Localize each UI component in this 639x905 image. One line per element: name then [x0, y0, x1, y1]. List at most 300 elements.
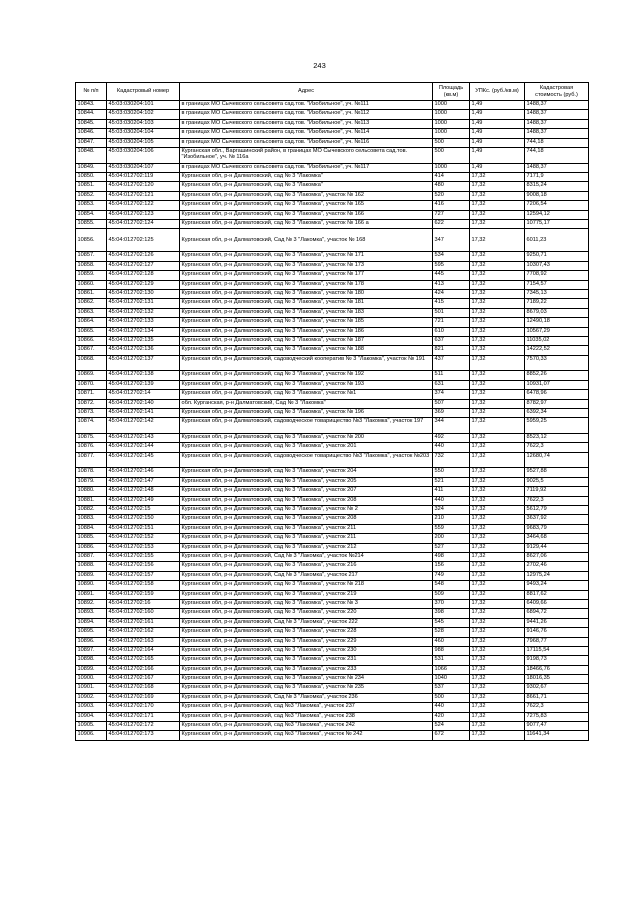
table-row: [76, 552, 589, 561]
cadastral-number-cell: 45:04:012702:170: [107, 703, 180, 712]
cadastral-number-cell: 45:04:012702:123: [107, 210, 180, 219]
cadastral-value-cell: 5612,79: [525, 506, 589, 515]
row-number-cell: 10878.: [76, 468, 107, 477]
cadastral-number-cell: 45:04:012702:150: [107, 515, 180, 524]
upks-cell: 17,32: [470, 590, 525, 599]
row-number-cell: 10855.: [76, 219, 107, 228]
cadastral-value-cell: 8315,24: [525, 182, 589, 191]
cadastral-number-cell: 45:03:030204:105: [107, 138, 180, 147]
cadastral-value-cell: 17115,54: [525, 646, 589, 655]
cadastral-number-cell: 45:04:012702:15: [107, 506, 180, 515]
cadastral-number-cell: 45:04:012702:140: [107, 399, 180, 408]
address-cell: Курганская обл, р-н Далматовский, сад № 3 "Лакомка", участок 205: [180, 477, 433, 486]
area-cell: 415: [433, 299, 470, 308]
upks-cell: 17,32: [470, 229, 525, 252]
row-number-cell: 10905.: [76, 722, 107, 731]
table-row: [76, 693, 589, 702]
cadastral-number-cell: 45:04:012702:159: [107, 590, 180, 599]
cadastral-number-cell: 45:04:012702:160: [107, 609, 180, 618]
row-number-cell: 10885.: [76, 534, 107, 543]
cadastral-number-cell: 45:04:012702:151: [107, 524, 180, 533]
table-row: [76, 219, 589, 228]
table-row: [76, 408, 589, 417]
cadastral-number-cell: 45:04:012702:139: [107, 380, 180, 389]
upks-cell: 17,32: [470, 609, 525, 618]
area-cell: 156: [433, 562, 470, 571]
upks-cell: 17,32: [470, 408, 525, 417]
row-number-cell: 10849.: [76, 163, 107, 172]
cadastral-value-cell: 7345,13: [525, 289, 589, 298]
row-number-cell: 10900.: [76, 675, 107, 684]
table-row: [76, 182, 589, 191]
upks-cell: 17,32: [470, 524, 525, 533]
upks-cell: 17,32: [470, 318, 525, 327]
upks-cell: 17,32: [470, 418, 525, 434]
row-number-cell: 10865.: [76, 327, 107, 336]
area-cell: 727: [433, 210, 470, 219]
table-row: [76, 609, 589, 618]
area-cell: 1000: [433, 119, 470, 128]
address-cell: Курганская обл, р-н Далматовский, сад № 3 "Лакомка", участок 207: [180, 487, 433, 496]
cadastral-value-cell: 9129,44: [525, 543, 589, 552]
table-row: [76, 355, 589, 371]
cadastral-value-cell: 10307,43: [525, 261, 589, 270]
upks-cell: 17,32: [470, 618, 525, 627]
cadastral-value-cell: 3464,68: [525, 534, 589, 543]
row-number-cell: 10871.: [76, 390, 107, 399]
header-area: Площадь (кв.м): [433, 83, 470, 101]
area-cell: 344: [433, 418, 470, 434]
area-cell: 511: [433, 371, 470, 380]
table-row: [76, 703, 589, 712]
page-number: 243: [313, 61, 326, 70]
cadastral-value-cell: 9250,71: [525, 252, 589, 261]
header-cadastral-number: Кадастровый номер: [107, 83, 180, 101]
upks-cell: 17,32: [470, 327, 525, 336]
cadastral-number-cell: 45:04:012702:156: [107, 562, 180, 571]
row-number-cell: 10864.: [76, 318, 107, 327]
row-number-cell: 10888.: [76, 562, 107, 571]
cadastral-value-cell: 5959,25: [525, 418, 589, 434]
header-number: № п/п: [76, 83, 107, 101]
row-number-cell: 10898.: [76, 656, 107, 665]
cadastral-value-cell: 1488,37: [525, 163, 589, 172]
row-number-cell: 10894.: [76, 618, 107, 627]
area-cell: 440: [433, 496, 470, 505]
address-cell: Курганская обл, р-н Далматовский, сад № 3 "Лакомка", участок № 196: [180, 408, 433, 417]
upks-cell: 17,32: [470, 299, 525, 308]
cadastral-value-cell: 7968,77: [525, 637, 589, 646]
upks-cell: 17,32: [470, 443, 525, 452]
cadastral-value-cell: 18016,35: [525, 675, 589, 684]
address-cell: Курганская обл, р-н Далматовский, сад № 3 "Лакомка", участок 212: [180, 543, 433, 552]
table-row: [76, 665, 589, 674]
cadastral-value-cell: 12490,18: [525, 318, 589, 327]
address-cell: Курганская обл, р-н Далматовский, сад № 3 "Лакомка", участок 204: [180, 468, 433, 477]
area-cell: 1066: [433, 665, 470, 674]
upks-cell: 17,32: [470, 380, 525, 389]
address-cell: Курганская обл, р-н Далматовский, сад № 3 "Лакомка", участок № 162: [180, 191, 433, 200]
cadastral-value-cell: 1488,37: [525, 110, 589, 119]
area-cell: 527: [433, 543, 470, 552]
upks-cell: 17,32: [470, 637, 525, 646]
table-row: [76, 477, 589, 486]
cadastral-number-cell: 45:04:012702:138: [107, 371, 180, 380]
upks-cell: 17,32: [470, 201, 525, 210]
address-cell: Курганская обл, р-н Далматовский, сад № 3 "Лакомка", участок 220: [180, 609, 433, 618]
cadastral-number-cell: 45:04:012702:133: [107, 318, 180, 327]
cadastral-value-cell: 9683,79: [525, 524, 589, 533]
table-row: [76, 327, 589, 336]
table-row: [76, 534, 589, 543]
table-row: [76, 543, 589, 552]
cadastral-number-cell: 45:04:012702:128: [107, 271, 180, 280]
area-cell: 672: [433, 731, 470, 740]
cadastral-value-cell: 9441,26: [525, 618, 589, 627]
area-cell: 550: [433, 468, 470, 477]
row-number-cell: 10843.: [76, 101, 107, 110]
table-header-row: [76, 83, 589, 101]
address-cell: в границах МО Сычевского сельсовета сад.тов. "Изобильное", уч. №116: [180, 138, 433, 147]
area-cell: 414: [433, 173, 470, 182]
row-number-cell: 10848.: [76, 147, 107, 163]
row-number-cell: 10854.: [76, 210, 107, 219]
row-number-cell: 10856.: [76, 229, 107, 252]
row-number-cell: 10862.: [76, 299, 107, 308]
address-cell: Курганская обл, р-н Далматовский, сад № 3 "Лакомка", участок 231: [180, 656, 433, 665]
area-cell: 631: [433, 380, 470, 389]
row-number-cell: 10853.: [76, 201, 107, 210]
table-row: [76, 628, 589, 637]
upks-cell: 17,32: [470, 399, 525, 408]
table-body: [76, 101, 589, 741]
area-cell: 1040: [433, 675, 470, 684]
cadastral-number-cell: 45:04:012702:142: [107, 418, 180, 434]
row-number-cell: 10883.: [76, 515, 107, 524]
area-cell: 440: [433, 443, 470, 452]
table-row: [76, 452, 589, 468]
cadastral-value-cell: 12975,24: [525, 571, 589, 580]
cadastral-value-cell: 8852,26: [525, 371, 589, 380]
address-cell: Курганская обл, р-н Далматовский, сад № 3 "Лакомка", участок № 218: [180, 581, 433, 590]
upks-cell: 17,32: [470, 355, 525, 371]
table-row: [76, 289, 589, 298]
area-cell: 821: [433, 346, 470, 355]
upks-cell: 17,32: [470, 628, 525, 637]
table-row: [76, 110, 589, 119]
row-number-cell: 10876.: [76, 443, 107, 452]
cadastral-number-cell: 45:04:012702:149: [107, 496, 180, 505]
cadastral-value-cell: 18466,76: [525, 665, 589, 674]
upks-cell: 17,32: [470, 731, 525, 740]
cadastral-number-cell: 45:04:012702:125: [107, 229, 180, 252]
address-cell: в границах МО Сычевского сельсовета сад.тов. "Изобильное", уч. №113: [180, 119, 433, 128]
area-cell: 559: [433, 524, 470, 533]
cadastral-value-table: [75, 82, 589, 741]
row-number-cell: 10860.: [76, 280, 107, 289]
table-row: [76, 336, 589, 345]
row-number-cell: 10846.: [76, 129, 107, 138]
area-cell: 416: [433, 201, 470, 210]
area-cell: 1000: [433, 163, 470, 172]
area-cell: 501: [433, 308, 470, 317]
area-cell: 445: [433, 271, 470, 280]
address-cell: Курганская обл, р-н Далматовский, сад № 3 "Лакомка", участок 208: [180, 515, 433, 524]
area-cell: 988: [433, 646, 470, 655]
address-cell: Курганская обл, р-н Далматовский, сад № 3 "Лакомка", участок 233: [180, 665, 433, 674]
cadastral-value-cell: 8679,03: [525, 308, 589, 317]
cadastral-value-cell: 1488,37: [525, 129, 589, 138]
address-cell: Курганская обл, р-н Далматовский, сад № 3 "Лакомка", участок 208: [180, 496, 433, 505]
upks-cell: 1,49: [470, 163, 525, 172]
area-cell: 531: [433, 656, 470, 665]
address-cell: Курганская обл, р-н Далматовский, Сад № 3 "Лакомка", участок №214: [180, 552, 433, 561]
cadastral-value-cell: 1488,37: [525, 101, 589, 110]
cadastral-number-cell: 45:04:012702:121: [107, 191, 180, 200]
table-row: [76, 261, 589, 270]
upks-cell: 17,32: [470, 599, 525, 608]
table-row: [76, 418, 589, 434]
upks-cell: 17,32: [470, 390, 525, 399]
area-cell: 521: [433, 477, 470, 486]
cadastral-number-cell: 45:04:012702:126: [107, 252, 180, 261]
upks-cell: 17,32: [470, 675, 525, 684]
area-cell: 524: [433, 722, 470, 731]
area-cell: 595: [433, 261, 470, 270]
row-number-cell: 10895.: [76, 628, 107, 637]
upks-cell: 17,32: [470, 434, 525, 443]
address-cell: Курганская обл, р-н Далматовский, сад №3 "Лакомка", участок 237: [180, 703, 433, 712]
upks-cell: 17,32: [470, 581, 525, 590]
row-number-cell: 10861.: [76, 289, 107, 298]
cadastral-number-cell: 45:04:012702:163: [107, 637, 180, 646]
table-row: [76, 487, 589, 496]
cadastral-value-cell: 9008,18: [525, 191, 589, 200]
cadastral-number-cell: 45:04:012702:152: [107, 534, 180, 543]
cadastral-number-cell: 45:04:012702:173: [107, 731, 180, 740]
upks-cell: 17,32: [470, 693, 525, 702]
cadastral-number-cell: 45:04:012702:14: [107, 390, 180, 399]
address-cell: Курганская обл, р-н Далматовский, садоводческое товарищество №3 "Лакомка", участок 197: [180, 418, 433, 434]
row-number-cell: 10877.: [76, 452, 107, 468]
cadastral-number-cell: 45:04:012702:157: [107, 571, 180, 580]
area-cell: 200: [433, 534, 470, 543]
row-number-cell: 10879.: [76, 477, 107, 486]
address-cell: Курганская обл, р-н Далматовский, сад № 3 "Лакомка", участок № 181: [180, 299, 433, 308]
address-cell: Курганская обл, р-н Далматовский, сад № 3 "Лакомка", участок 230: [180, 646, 433, 655]
address-cell: Курганская обл, р-н Далматовский, сад № 3 "Лакомка", участок 219: [180, 590, 433, 599]
row-number-cell: 10875.: [76, 434, 107, 443]
table-row: [76, 318, 589, 327]
area-cell: 492: [433, 434, 470, 443]
header-cadastral-value: Кадастровая стоимость (руб.): [525, 83, 589, 101]
area-cell: 440: [433, 703, 470, 712]
cadastral-value-cell: 2702,46: [525, 562, 589, 571]
upks-cell: 17,32: [470, 515, 525, 524]
table-row: [76, 684, 589, 693]
cadastral-value-cell: 6409,66: [525, 599, 589, 608]
cadastral-number-cell: 45:04:012702:141: [107, 408, 180, 417]
row-number-cell: 10887.: [76, 552, 107, 561]
area-cell: 420: [433, 712, 470, 721]
cadastral-value-cell: 10931,07: [525, 380, 589, 389]
address-cell: Курганская обл, р-н Далматовский, сад № 3 "Лакомка", участок № 185: [180, 318, 433, 327]
address-cell: Курганская обл, р-н Далматовский, Сад № 3 "Лакомка", участок № 168: [180, 229, 433, 252]
cadastral-value-cell: 8817,62: [525, 590, 589, 599]
row-number-cell: 10904.: [76, 712, 107, 721]
table-row: [76, 280, 589, 289]
cadastral-number-cell: 45:04:012702:153: [107, 543, 180, 552]
cadastral-value-cell: 8523,12: [525, 434, 589, 443]
cadastral-value-cell: 10775,17: [525, 219, 589, 228]
table-row: [76, 147, 589, 163]
upks-cell: 17,32: [470, 261, 525, 270]
area-cell: 424: [433, 289, 470, 298]
address-cell: Курганская обл, р-н Далматовский, Сад № 3 "Лакомка", участок 236: [180, 693, 433, 702]
area-cell: 528: [433, 628, 470, 637]
upks-cell: 17,32: [470, 712, 525, 721]
table-row: [76, 252, 589, 261]
upks-cell: 17,32: [470, 722, 525, 731]
address-cell: Курганская обл, р-н Далматовский, сад № 3 "Лакомка", участок № 166 а: [180, 219, 433, 228]
area-cell: 520: [433, 191, 470, 200]
address-cell: Курганская обл, р-н Далматовский, садоводческое товарищество №3 "Лакомка", участок №203: [180, 452, 433, 468]
area-cell: 374: [433, 390, 470, 399]
upks-cell: 17,32: [470, 252, 525, 261]
address-cell: в границах МО Сычевского сельсовета сад.тов. "Изобильное", уч. №117: [180, 163, 433, 172]
cadastral-number-cell: 45:04:012702:166: [107, 665, 180, 674]
area-cell: 622: [433, 219, 470, 228]
row-number-cell: 10889.: [76, 571, 107, 580]
area-cell: 1000: [433, 101, 470, 110]
row-number-cell: 10859.: [76, 271, 107, 280]
upks-cell: 17,32: [470, 571, 525, 580]
row-number-cell: 10874.: [76, 418, 107, 434]
row-number-cell: 10893.: [76, 609, 107, 618]
address-cell: Курганская обл, р-н Далматовский, сад № 3 "Лакомка", участок № 3: [180, 599, 433, 608]
upks-cell: 17,32: [470, 336, 525, 345]
upks-cell: 17,32: [470, 173, 525, 182]
address-cell: Курганская обл, р-н Далматовский, сад №3 "Лакомка", участок 238: [180, 712, 433, 721]
upks-cell: 17,32: [470, 684, 525, 693]
address-cell: Курганская обл, р-н Далматовский, Сад № 3 "Лакомка", участок 222: [180, 618, 433, 627]
address-cell: Курганская обл, р-н Далматовский, сад № 3 "Лакомка", участок 211: [180, 524, 433, 533]
cadastral-number-cell: 45:04:012702:135: [107, 336, 180, 345]
upks-cell: 17,32: [470, 371, 525, 380]
table-row: [76, 201, 589, 210]
table-row: [76, 571, 589, 580]
cadastral-value-cell: 7622,3: [525, 496, 589, 505]
table-row: [76, 380, 589, 389]
row-number-cell: 10845.: [76, 119, 107, 128]
area-cell: 534: [433, 252, 470, 261]
row-number-cell: 10901.: [76, 684, 107, 693]
cadastral-value-cell: 1488,37: [525, 119, 589, 128]
cadastral-number-cell: 45:03:030204:104: [107, 129, 180, 138]
row-number-cell: 10858.: [76, 261, 107, 270]
area-cell: 537: [433, 684, 470, 693]
upks-cell: 17,32: [470, 468, 525, 477]
upks-cell: 17,32: [470, 280, 525, 289]
table-row: [76, 271, 589, 280]
upks-cell: 17,32: [470, 552, 525, 561]
cadastral-number-cell: 45:03:030204:106: [107, 147, 180, 163]
area-cell: 637: [433, 336, 470, 345]
address-cell: Курганская обл, р-н Далматовский, сад № 3 "Лакомка", участок № 200: [180, 434, 433, 443]
cadastral-value-cell: 10567,29: [525, 327, 589, 336]
cadastral-value-cell: 9302,67: [525, 684, 589, 693]
cadastral-value-cell: 8661,71: [525, 693, 589, 702]
table-row: [76, 590, 589, 599]
address-cell: Курганская обл, р-н Далматовский, сад № 3 "Лакомка": [180, 182, 433, 191]
row-number-cell: 10863.: [76, 308, 107, 317]
cadastral-value-cell: 7275,83: [525, 712, 589, 721]
cadastral-number-cell: 45:04:012702:146: [107, 468, 180, 477]
row-number-cell: 10851.: [76, 182, 107, 191]
upks-cell: 17,32: [470, 346, 525, 355]
cadastral-value-cell: 6392,34: [525, 408, 589, 417]
area-cell: 413: [433, 280, 470, 289]
cadastral-number-cell: 45:04:012702:144: [107, 443, 180, 452]
cadastral-number-cell: 45:04:012702:129: [107, 280, 180, 289]
address-cell: Курганская обл, р-н Далматовский, сад №3 "Лакомка", участок 242: [180, 722, 433, 731]
cadastral-number-cell: 45:04:012702:136: [107, 346, 180, 355]
cadastral-number-cell: 45:04:012702:168: [107, 684, 180, 693]
cadastral-number-cell: 45:04:012702:130: [107, 289, 180, 298]
cadastral-number-cell: 45:04:012702:161: [107, 618, 180, 627]
cadastral-value-cell: 9146,76: [525, 628, 589, 637]
area-cell: 721: [433, 318, 470, 327]
cadastral-value-cell: 8627,06: [525, 552, 589, 561]
cadastral-value-cell: 12594,12: [525, 210, 589, 219]
row-number-cell: 10884.: [76, 524, 107, 533]
row-number-cell: 10866.: [76, 336, 107, 345]
address-cell: Курганская обл, р-н Далматовский, сад № 3 "Лакомка", участок № 187: [180, 336, 433, 345]
address-cell: в границах МО Сычевского сельсовета сад.тов. "Изобильное", уч. №114: [180, 129, 433, 138]
table-row: [76, 138, 589, 147]
cadastral-value-cell: 7570,33: [525, 355, 589, 371]
cadastral-number-cell: 45:04:012702:169: [107, 693, 180, 702]
table-row: [76, 562, 589, 571]
row-number-cell: 10902.: [76, 693, 107, 702]
header-upks: УПКс. (руб./кв.м): [470, 83, 525, 101]
table-row: [76, 443, 589, 452]
area-cell: 548: [433, 581, 470, 590]
area-cell: 500: [433, 138, 470, 147]
address-cell: Курганская обл, р-н Далматовский, сад № 3 "Лакомка", участок № 171: [180, 252, 433, 261]
area-cell: 460: [433, 637, 470, 646]
area-cell: 437: [433, 355, 470, 371]
address-cell: Курганская обл, р-н Далматовский, сад № 3 "Лакомка", участок № 188: [180, 346, 433, 355]
cadastral-number-cell: 45:04:012702:145: [107, 452, 180, 468]
table-row: [76, 496, 589, 505]
cadastral-number-cell: 45:03:030204:103: [107, 119, 180, 128]
table-row: [76, 210, 589, 219]
cadastral-number-cell: 45:04:012702:127: [107, 261, 180, 270]
table-row: [76, 308, 589, 317]
upks-cell: 17,32: [470, 506, 525, 515]
cadastral-number-cell: 45:04:012702:165: [107, 656, 180, 665]
cadastral-number-cell: 45:04:012702:171: [107, 712, 180, 721]
upks-cell: 17,32: [470, 534, 525, 543]
cadastral-value-cell: 744,18: [525, 138, 589, 147]
cadastral-value-cell: 7171,9: [525, 173, 589, 182]
upks-cell: 17,32: [470, 308, 525, 317]
area-cell: 1000: [433, 129, 470, 138]
upks-cell: 17,32: [470, 496, 525, 505]
row-number-cell: 10847.: [76, 138, 107, 147]
cadastral-number-cell: 45:04:012702:162: [107, 628, 180, 637]
